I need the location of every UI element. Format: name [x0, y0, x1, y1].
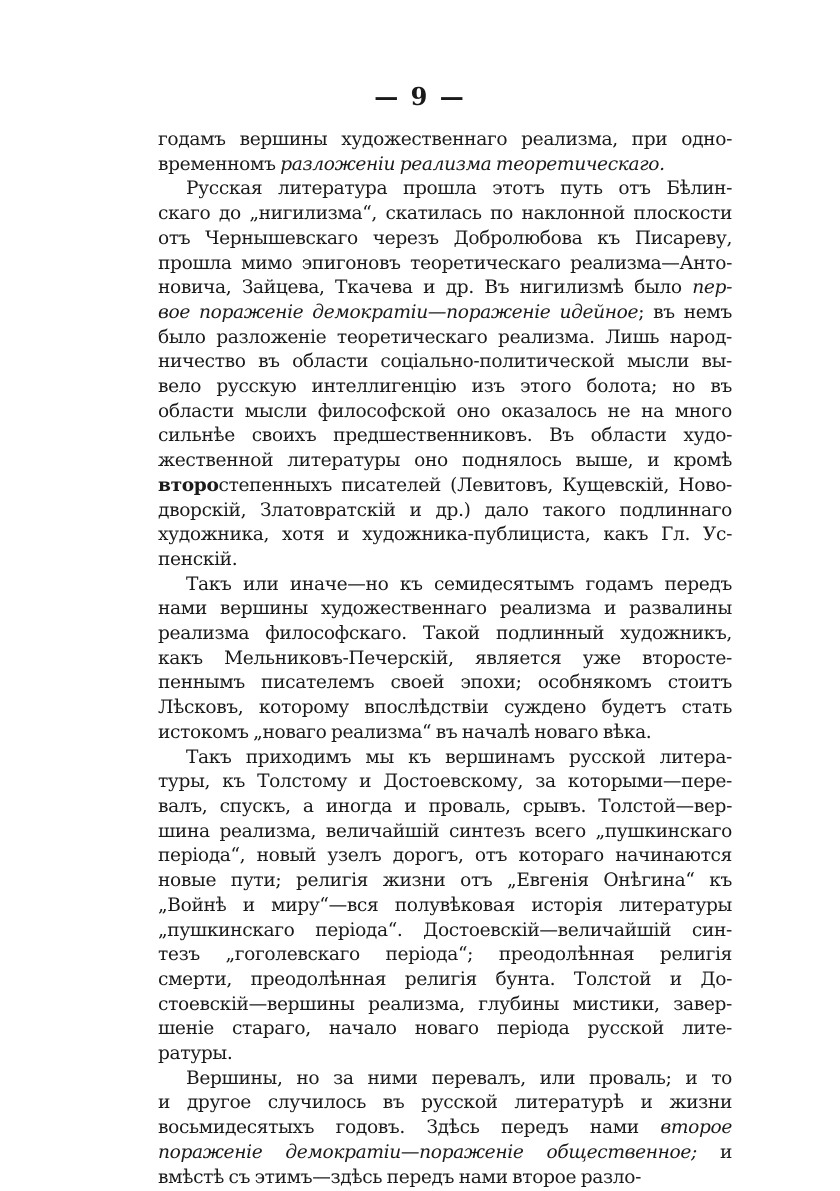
text-line — [158, 523, 732, 548]
text-line — [158, 202, 732, 227]
text-run: жественной литературы оно поднялось выше, и кромѣ — [158, 450, 732, 472]
text-run: было разложенiе теоретическаго реализма. Лишь народ- — [158, 326, 732, 348]
italic-run: пораженiе демократiи—пораженiе общественное; — [158, 1141, 697, 1163]
text-line — [158, 795, 732, 820]
italic-run: разложенiи реализма теоретическаго. — [280, 153, 665, 175]
text-run: стоевскiй—вершины реализма, глубины мистики, завер- — [158, 993, 732, 1015]
text-line — [158, 844, 732, 869]
text-run: нами вершины художественнаго реализма и развалины — [158, 598, 732, 620]
text-run: годамъ вершины художественнаго реализма, при одно- — [158, 129, 732, 150]
text-line — [158, 499, 732, 524]
text-run: восьмидесятыхъ годовъ. Здѣсь передъ нами — [158, 1117, 661, 1139]
text-line — [158, 128, 732, 153]
text-run: „Войнѣ и миру“—вся полувѣковая исторiя литературы — [158, 894, 732, 916]
text-line — [158, 770, 732, 795]
body-text — [158, 128, 732, 1190]
text-run: Такъ приходимъ мы къ вершинамъ русской литера- — [186, 746, 732, 768]
text-line — [158, 968, 732, 993]
text-run: степенныхъ писателей (Левитовъ, Кущевскiй, Ново- — [218, 474, 732, 496]
text-line — [158, 721, 732, 746]
text-line — [158, 252, 732, 277]
text-run: новича, Зайцева, Ткачева и др. Въ нигилизмѣ было — [158, 277, 693, 299]
text-run: новые пути; религiя жизни отъ „Евгенiя Онѣгина“ къ — [158, 870, 732, 892]
text-run: истокомъ „новаго реализма“ въ началѣ новаго вѣка. — [158, 721, 652, 743]
text-line — [158, 548, 732, 573]
text-line — [158, 820, 732, 845]
text-run: дворскiй, Златовратскiй и др.) дало такого подлиннаго — [158, 499, 732, 521]
text-run: тезъ „гоголевскаго перiода“; преодолѣнная религiя — [158, 944, 732, 966]
text-run: реализма философскаго. Такой подлинный художникъ, — [158, 623, 732, 645]
text-run: Русская литература прошла этотъ путь отъ Бѣлин- — [186, 178, 732, 200]
text-line — [158, 993, 732, 1018]
text-run: и — [696, 1141, 732, 1163]
text-line — [158, 400, 732, 425]
text-line — [158, 474, 732, 499]
text-line — [158, 1017, 732, 1042]
text-run: вело русскую интеллигенцiю изъ этого болота; но въ — [158, 376, 732, 398]
text-line — [158, 671, 732, 696]
text-line — [158, 326, 732, 351]
text-run: и другое случилось въ русской литературѣ и жизни — [158, 1092, 732, 1114]
text-line — [158, 573, 732, 598]
text-run: туры, къ Толстому и Достоевскому, за которыми—пере- — [158, 771, 732, 793]
text-run: валъ, спускъ, а иногда и проваль, срывъ. Толстой—вер- — [158, 795, 732, 817]
text-line — [158, 597, 732, 622]
text-run: прошла мимо эпигоновъ теоретическаго реализма—Анто- — [158, 252, 732, 274]
text-line — [158, 647, 732, 672]
text-line — [158, 1042, 732, 1067]
text-line — [158, 301, 732, 326]
text-line — [158, 1141, 732, 1166]
text-line — [158, 449, 732, 474]
text-line — [158, 177, 732, 202]
text-run: перiода“, новый узелъ дорогъ, отъ котораго начинаются — [158, 845, 732, 867]
italic-run: пер- — [692, 277, 732, 299]
text-line — [158, 894, 732, 919]
text-line — [158, 276, 732, 301]
text-line — [158, 227, 732, 252]
text-run: пенскiй. — [158, 548, 238, 570]
text-run: ратуры. — [158, 1043, 233, 1065]
italic-run: второе — [660, 1117, 732, 1139]
text-line — [158, 1166, 732, 1191]
text-line — [158, 622, 732, 647]
text-line — [158, 1067, 732, 1092]
text-run: Лѣсковъ, которому впослѣдствiи суждено будетъ стать — [158, 697, 732, 719]
text-line — [158, 1116, 732, 1141]
text-line — [158, 1091, 732, 1116]
text-line — [158, 375, 732, 400]
text-run: сильнѣе своихъ предшественниковъ. Въ области худо- — [158, 425, 732, 447]
text-run: области мысли философской оно оказалось не на много — [158, 400, 732, 422]
text-run: художника, хотя и художника-публициста, какъ Гл. Ус- — [158, 524, 732, 546]
text-run: какъ Мельниковъ-Печерскiй, является уже второсте- — [158, 647, 732, 669]
text-line — [158, 943, 732, 968]
text-run: ; въ немъ — [638, 301, 732, 323]
text-run: скаго до „нигилизма“, скатилась по наклонной плоскости — [158, 203, 732, 225]
text-run: временномъ — [158, 153, 281, 175]
text-run: ничество въ области соцiально-политической мысли вы- — [158, 351, 732, 373]
text-run: Вершины, но за ними перевалъ, или проваль; и то — [186, 1067, 732, 1089]
text-line — [158, 350, 732, 375]
text-run: шина реализма, величайшiй синтезъ всего „пушкинскаго — [158, 820, 732, 842]
text-run: смерти, преодолѣнная религiя бунта. Толстой и До- — [158, 968, 732, 990]
text-run: отъ Чернышевскаго черезъ Добролюбова къ Писареву, — [158, 227, 732, 249]
text-line — [158, 424, 732, 449]
text-run: вмѣстѣ съ этимъ—здѣсь передъ нами второе разло- — [158, 1166, 642, 1188]
text-line — [158, 869, 732, 894]
text-run: „пушкинскаго перiода“. Достоевскiй—величайшiй син- — [158, 919, 732, 941]
text-run: Такъ или иначе—но къ семидесятымъ годамъ передъ — [186, 573, 732, 595]
text-line — [158, 153, 732, 178]
page-number: — 9 — — [374, 82, 466, 111]
text-run: шенiе стараго, начало новаго перiода русской лите- — [158, 1018, 732, 1040]
text-line — [158, 696, 732, 721]
text-line — [158, 919, 732, 944]
text-run: пеннымъ писателемъ своей эпохи; особнякомъ стоитъ — [158, 672, 732, 694]
text-line — [158, 746, 732, 771]
bold-run: второ — [158, 474, 219, 496]
italic-run: вое пораженiе демократiи—пораженiе идейное — [158, 301, 639, 323]
